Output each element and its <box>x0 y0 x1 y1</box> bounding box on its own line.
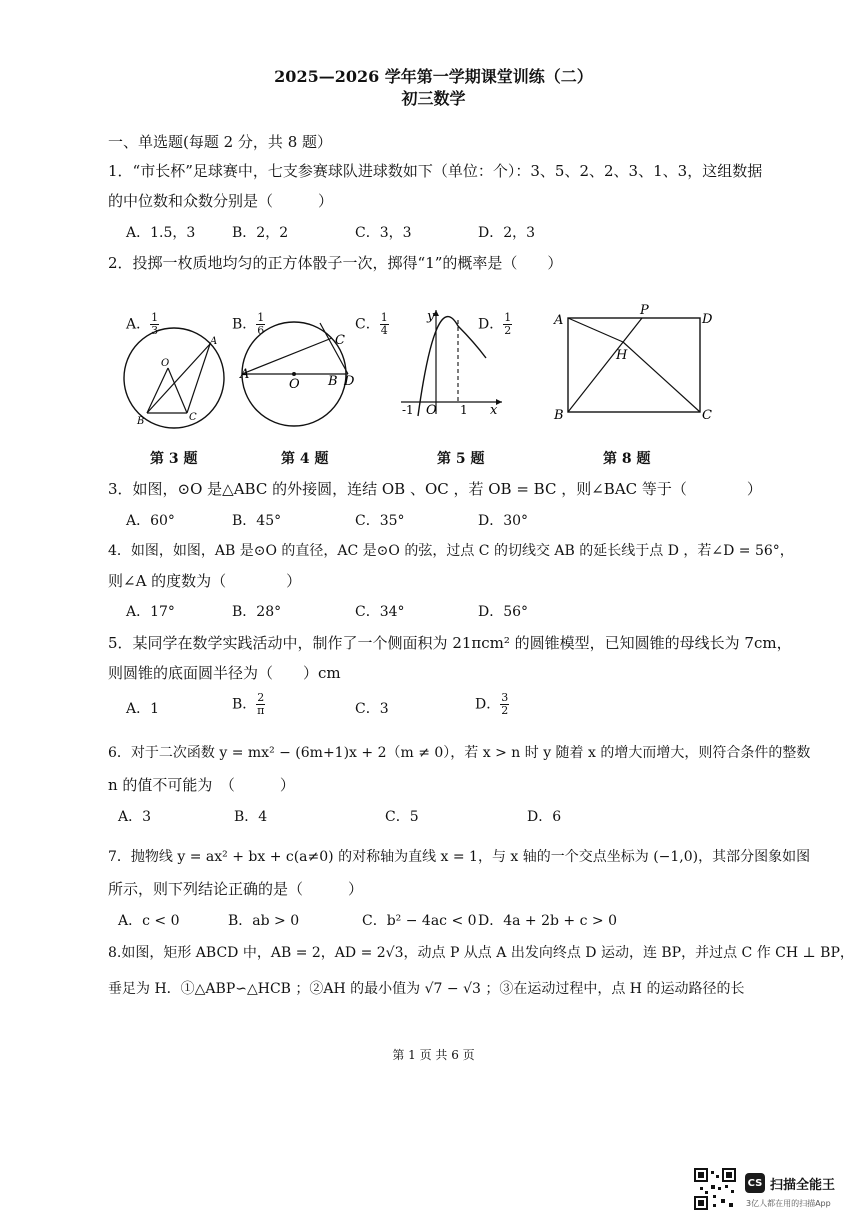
fig8-label-a: A <box>554 313 564 328</box>
q4-line1: 4．如图，如图，AB 是⊙O 的直径，AC 是⊙O 的弦，过点 C 的切线交 AB 的延长线于点 D ，若∠D = 56°， <box>108 543 794 559</box>
q5-line1: 5．某同学在数学实践活动中，制作了一个侧面积为 21πcm² 的圆锥模型，已知圆锥的母线长为 7cm， <box>108 634 792 652</box>
scanner-logo-icon: CS <box>745 1173 765 1193</box>
fig3-label-b: B <box>137 416 145 427</box>
exam-subtitle: 初三数学 <box>401 89 466 108</box>
q5-option-b: B． $\frac{2}{\pi}$ <box>232 691 265 717</box>
figure-q4 <box>236 318 366 430</box>
q5-line2: 则圆锥的底面圆半径为（ ）cm <box>108 664 341 682</box>
fig4-label-c: C <box>335 333 345 348</box>
q2-option-a: A． $\frac{1}{3}$ <box>126 311 159 337</box>
q2-line1: 2．投掷一枚质地均匀的正方体骰子一次，掷得“1”的概率是（ ） <box>108 254 563 272</box>
q3-option-a: A．60° <box>126 513 175 529</box>
q6-option-d: D．6 <box>527 809 562 825</box>
q6-option-c: C．5 <box>385 809 419 825</box>
q4-line2: 则∠A 的度数为（ ） <box>108 572 302 590</box>
q6-option-b: B．4 <box>234 809 268 825</box>
q2-option-d: D． $\frac{1}{2}$ <box>478 311 512 337</box>
q7-line1: 7．抛物线 y = ax² + bx + c(a≠0) 的对称轴为直线 x = 1，与 x 轴的一个交点坐标为 (−1,0)，其部分图象如图 <box>108 849 811 865</box>
q7-option-b: B．ab > 0 <box>228 913 300 929</box>
q8-line1: 8.如图，矩形 ABCD 中，AB = 2，AD = 2√3，动点 P 从点 A 出发向终点 D 运动，连 BP，并过点 C 作 CH ⊥ BP， <box>108 945 854 961</box>
qr-code-icon <box>694 1168 736 1210</box>
fig5-label-one: 1 <box>460 403 468 417</box>
q4-option-d: D．56° <box>478 604 529 620</box>
q3-line1: 3．如图，⊙O 是△ABC 的外接圆，连结 OB 、OC ，若 OB = BC ，则∠BAC 等于（ ） <box>108 480 762 498</box>
q5-option-d: D． $\frac{3}{2}$ <box>475 691 509 717</box>
caption-q8: 第 8 题 <box>603 451 651 467</box>
q7-option-c: C．b² − 4ac < 0 <box>362 913 477 929</box>
q1-option-c: C．3，3 <box>355 225 412 241</box>
q3-option-d: D．30° <box>478 513 529 529</box>
q4-option-c: C．34° <box>355 604 405 620</box>
q3-option-b: B．45° <box>232 513 282 529</box>
q6-line2: n 的值不可能为 （ ） <box>108 776 295 794</box>
caption-q3: 第 3 题 <box>150 451 198 467</box>
caption-q4: 第 4 题 <box>281 451 329 467</box>
q7-option-a: A．c < 0 <box>118 913 180 929</box>
exam-title: 2025—2026 学年第一学期课堂训练（二） <box>274 67 593 86</box>
fig3-label-o: O <box>161 358 170 369</box>
fig5-label-neg1: -1 <box>402 403 414 417</box>
fig8-label-b: B <box>554 408 564 423</box>
fig5-label-x: x <box>490 403 498 418</box>
q7-option-d: D．4a + 2b + c > 0 <box>478 913 617 929</box>
scanner-tagline: 3亿人都在用的扫描App <box>746 1199 831 1208</box>
fig4-label-a: A <box>240 367 250 382</box>
fig4-label-o: O <box>289 377 300 392</box>
page-number: 第 1 页 共 6 页 <box>392 1048 475 1062</box>
q1-line1: 1．“市长杯”足球赛中，七支参赛球队进球数如下（单位：个）：3、5、2、2、3、1、3，这组数据 <box>108 162 763 180</box>
figure-q5 <box>396 306 506 418</box>
q6-option-a: A．3 <box>118 809 152 825</box>
figure-q8 <box>550 302 722 426</box>
q1-line2: 的中位数和众数分别是（ ） <box>108 192 334 210</box>
fig8-label-h: H <box>616 348 628 363</box>
q2-option-b: B． $\frac{1}{6}$ <box>232 311 265 337</box>
figure-q3 <box>112 322 236 430</box>
section-heading: 一、单选题(每题 2 分，共 8 题） <box>108 133 333 151</box>
q4-option-b: B．28° <box>232 604 282 620</box>
fig8-label-p: P <box>640 303 649 318</box>
caption-q5: 第 5 题 <box>437 451 485 467</box>
q1-option-b: B．2，2 <box>232 225 289 241</box>
fig4-label-d: D <box>344 374 355 389</box>
q6-line1: 6．对于二次函数 y = mx² − (6m+1)x + 2（m ≠ 0），若 x > n 时 y 随着 x 的增大而增大，则符合条件的整数 <box>108 745 811 761</box>
fig8-label-c: C <box>702 408 712 423</box>
scanner-app-name: 扫描全能王 <box>770 1178 836 1193</box>
q3-option-c: C．35° <box>355 513 405 529</box>
q8-line2: 垂足为 H．①△ABP∽△HCB ；②AH 的最小值为 √7 − √3 ；③在运动过程中，点 H 的运动路径的长 <box>108 981 745 997</box>
q5-option-a: A．1 <box>126 701 160 717</box>
fig8-label-d: D <box>702 312 713 327</box>
fig3-label-a: A <box>210 336 218 347</box>
q1-option-a: A．1.5，3 <box>126 225 196 241</box>
q5-option-c: C．3 <box>355 701 389 717</box>
fig3-label-c: C <box>189 412 197 423</box>
q1-option-d: D．2，3 <box>478 225 536 241</box>
q4-option-a: A．17° <box>126 604 175 620</box>
fig5-label-y: y <box>427 309 435 324</box>
fig5-label-o: O <box>426 403 437 418</box>
q7-line2: 所示，则下列结论正确的是（ ） <box>108 880 364 898</box>
q2-option-c: C． $\frac{1}{4}$ <box>355 311 388 337</box>
fig4-label-b: B <box>328 374 338 389</box>
